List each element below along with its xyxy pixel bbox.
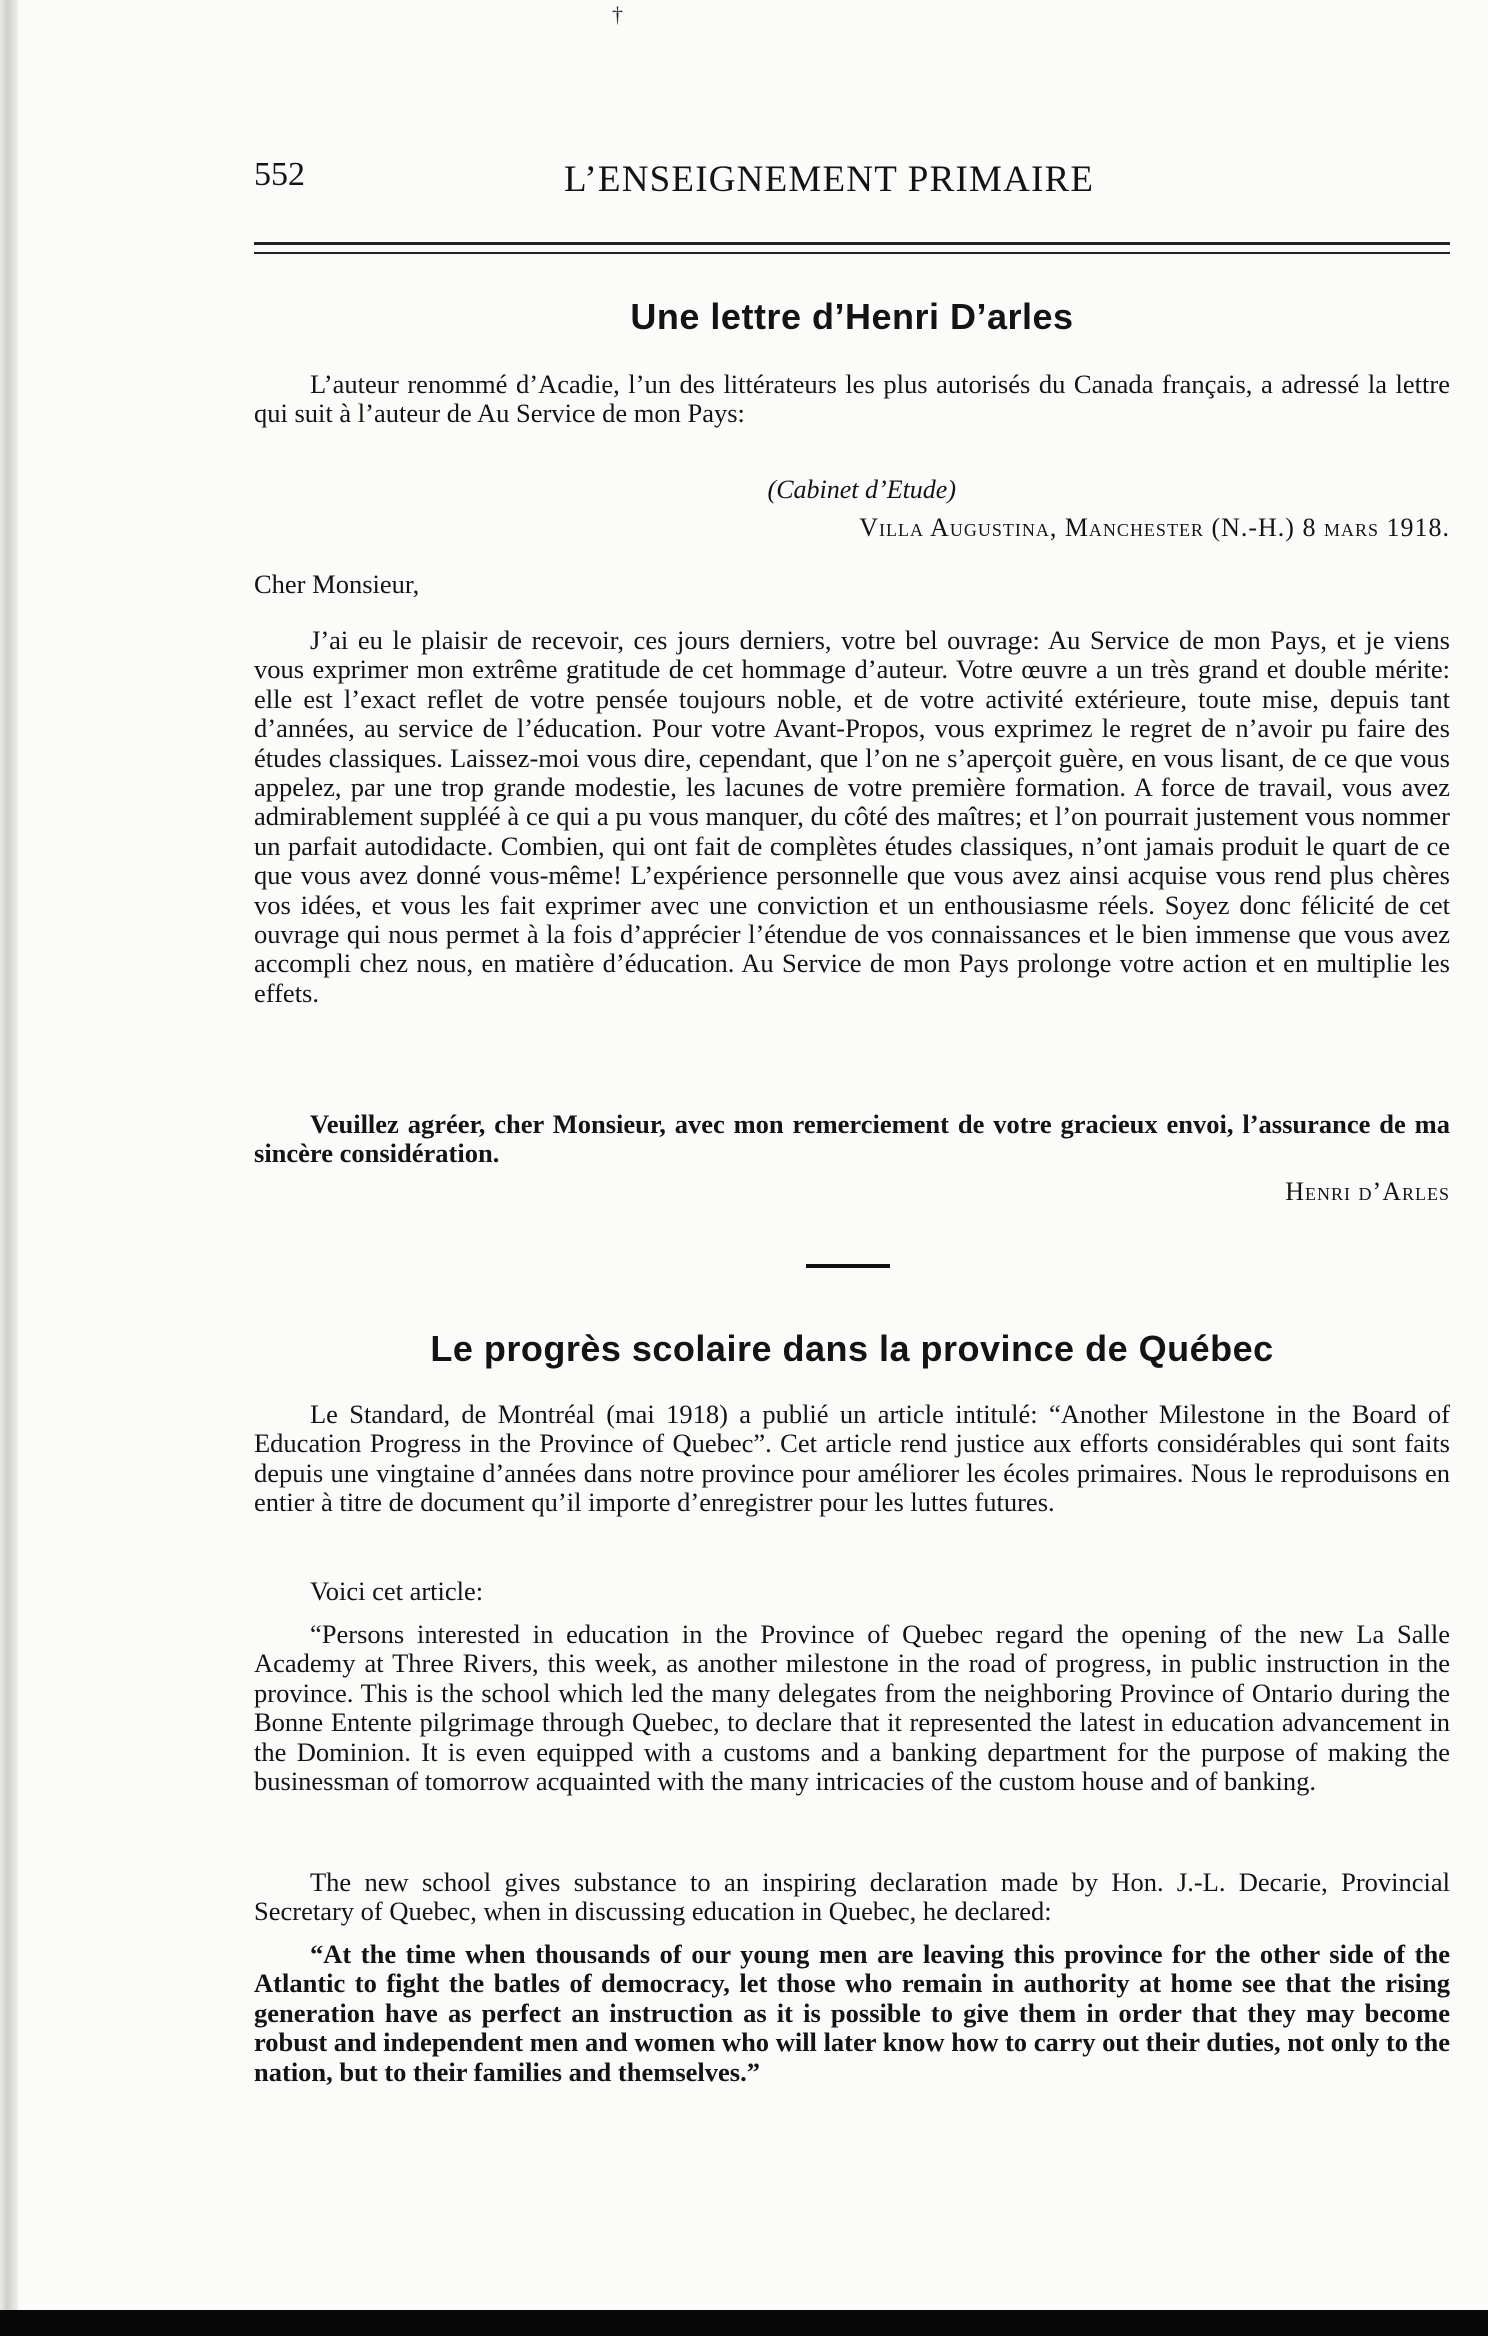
letter-section-title: Une lettre d’Henri D’arles [630, 296, 1074, 337]
scan-bottom-band [0, 2310, 1488, 2336]
article-quote-2: The new school gives substance to an inspiring declaration made by Hon. J.-L. Decarie, Provincial Secretary of Quebec, when in discussing education in Quebec, he declared: [254, 1867, 1450, 1927]
article-quote-1: “Persons interested in education in the Province of Quebec regard the opening of the new La Salle Academy at Three Rivers, this week, as another milestone in the road of progress, in public instruction in the province. This is the school which led the many delegates from the neighboring Province of Ontario during the Bonne Entente pilgrimage through Quebec, to declare that it represented the latest in education advancement in the Dominion. It is even equipped with a customs and a banking department for the purpose of making the businessman of tomorrow acquainted with the many intricacies of the custom house and of banking. [254, 1619, 1450, 1797]
letter-intro: L’auteur renommé d’Acadie, l’un des littérateurs les plus autorisés du Canada français, a adressé la lettre qui suit à l’auteur de Au Service de mon Pays: [254, 369, 1450, 429]
page-number: 552 [254, 156, 305, 193]
article-quote-3: “At the time when thousands of our young men are leaving this province for the other side of the Atlantic to fight the batles of democracy, let those who remain in authority at home see that the rising generation have as perfect an instruction as it is possible to give them in order that they may become robust and independent men and women who will later know how to carry out their duties, not only to the nation, but to their families and themselves.” [254, 1939, 1450, 2087]
top-mark: † [612, 2, 623, 27]
letter-body: J’ai eu le plaisir de recevoir, ces jours derniers, votre bel ouvrage: Au Service de mon Pays, et je viens vous exprimer mon extrême gratitude de cet hommage d’auteur. Votre œuvre a un très grand et double mérite: elle est l’exact reflet de votre pensée toujours noble, et de votre activité extérieure, toute mise, depuis tant d’années, au service de l’éducation. Pour votre Avant-Propos, vous exprimez le regret de n’avoir pu faire des études classiques. Laissez-moi vous dire, cependant, que l’on ne s’aperçoit guère, en vous lisant, de ce que vous appelez, par une trop grande modestie, les lacunes de votre première formation. A force de travail, vous avez admirablement suppléé à ce qui a pu vous manquer, du côté des maîtres; et l’on pourrait justement vous nommer un parfait autodidacte. Combien, qui ont fait de complètes études classiques, n’ont jamais produit le quart de ce que vous avez donné vous-même! L’expérience personnelle que vous avez ainsi acquise vous rend plus chères vos idées, et vous les fait exprimer avec une conviction et un enthousiasme réels. Soyez donc félicité de cet ouvrage qui nous permet à la fois d’apprécier l’étendue de vos connaissances et le bien immense que vous avez accompli chez nous, en matière d’éducation. Au Service de mon Pays prolonge votre action et en multiplie les effets. [254, 625, 1450, 1008]
progress-section-title: Le progrès scolaire dans la province de Québec [430, 1328, 1274, 1369]
date-line: Villa Augustina, Manchester (N.-H.) 8 mars 1918. [859, 513, 1450, 542]
header-rule-top [254, 242, 1450, 245]
progress-intro: Le Standard, de Montréal (mai 1918) a publié un article intitulé: “Another Milestone in the Board of Education Progress in the Province of Quebec”. Cet article rend justice aux efforts considérables qui sont faits depuis une vingtaine d’années dans notre province pour améliorer les écoles primaires. Nous le reproduisons en entier à titre de document qu’il importe d’enregistrer pour les luttes futures. [254, 1399, 1450, 1518]
article-intro: Voici cet article: [310, 1576, 484, 1606]
letter-closing: Veuillez agréer, cher Monsieur, avec mon remerciement de votre gracieux envoi, l’assurance de ma sincère considération. [254, 1109, 1450, 1169]
header-rule-bottom [254, 252, 1450, 254]
signature: Henri d’Arles [1285, 1177, 1450, 1206]
place-line: (Cabinet d’Etude) [767, 475, 956, 504]
page-binding-edge [0, 0, 18, 2336]
running-title: L’ENSEIGNEMENT PRIMAIRE [564, 159, 1095, 200]
running-head [254, 156, 1450, 206]
section-divider [806, 1264, 890, 1268]
salutation: Cher Monsieur, [254, 569, 420, 599]
